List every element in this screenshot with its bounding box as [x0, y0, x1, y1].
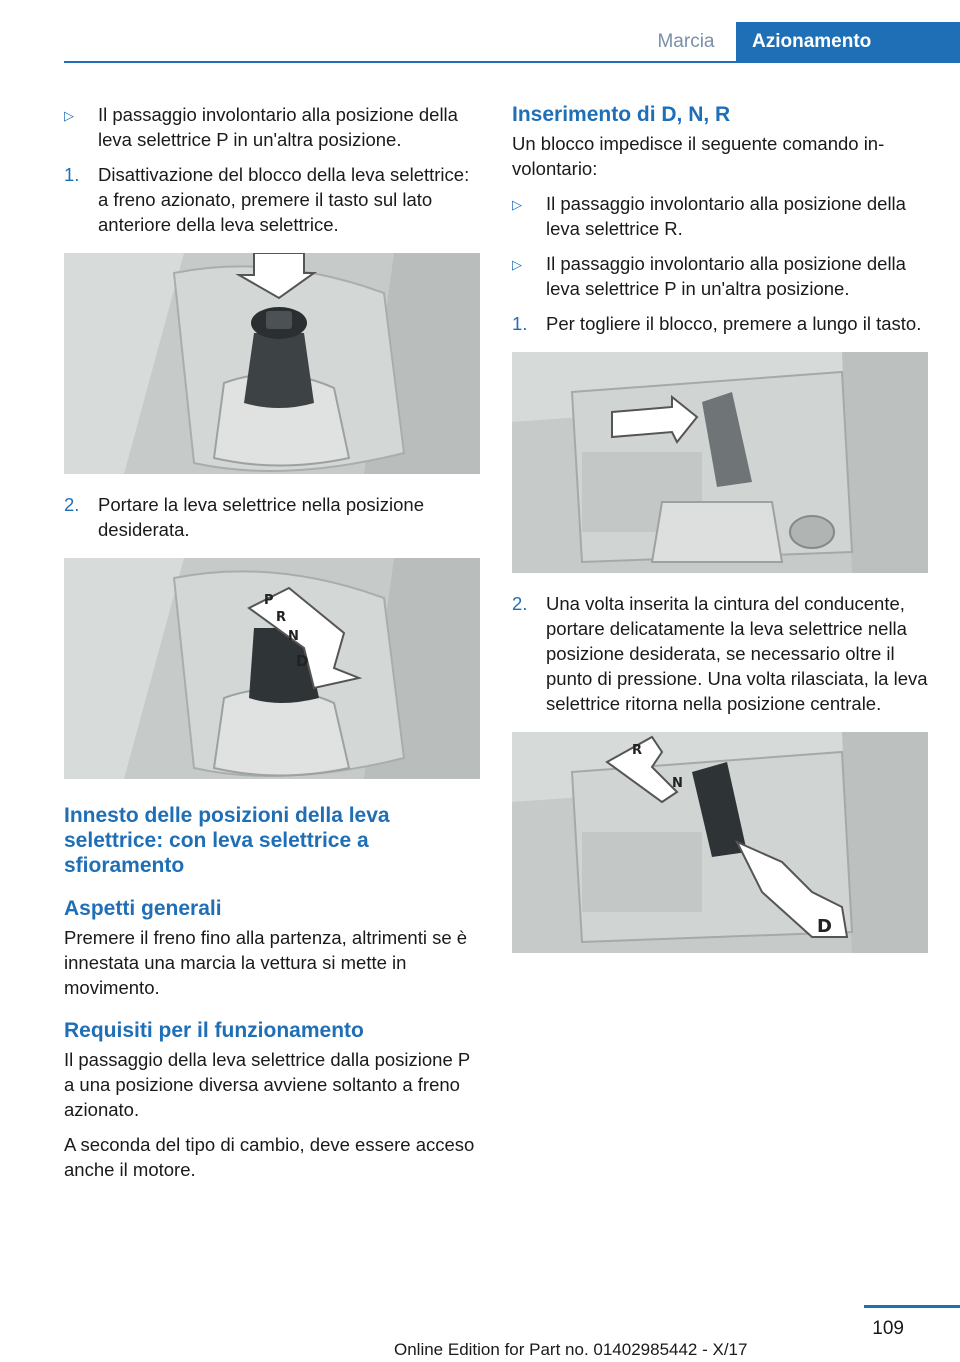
step-number: 1. — [64, 164, 80, 185]
triangle-bullet-icon: ▷ — [512, 197, 522, 212]
step-text: Disattivazione del blocco della leva selettrice: a freno azionato, premere il tasto sul lato anteriore della leva selettrice. — [98, 164, 470, 235]
header-chapter[interactable]: Azionamento — [736, 22, 960, 62]
section-heading: Innesto delle posizioni della leva selettrice: con leva selettrice a sfioramento — [64, 804, 390, 877]
footer-rule — [864, 1305, 960, 1308]
position-label-d: D — [817, 916, 832, 937]
lever-rnd-figure — [512, 732, 928, 953]
position-label-d: D — [296, 652, 309, 670]
step-text: Portare la leva selettrice nella posizione desiderata. — [98, 494, 424, 540]
step-item — [64, 162, 480, 237]
list-item — [512, 251, 928, 301]
triangle-bullet-icon: ▷ — [512, 257, 522, 272]
header-section[interactable]: Marcia — [657, 31, 715, 52]
step-number: 2. — [512, 593, 528, 614]
position-label-n: N — [288, 629, 299, 644]
paragraph: Un blocco impedisce il seguente comando involontario: — [512, 133, 885, 179]
step-item — [64, 492, 480, 542]
step-text: Una volta inserita la cintura del conducente, portare delicatamente la leva selettrice nella posizione desiderata, se necessario oltre il punto di pressione. Una volta rilasciata, la leva selettrice ritorna nella posizione centrale. — [546, 593, 928, 714]
paragraph: A seconda del tipo di cambio, deve essere acceso anche il motore. — [64, 1134, 475, 1180]
left-column — [64, 102, 480, 1192]
page-number: 109 — [872, 1318, 904, 1339]
paragraph: Premere il freno fino alla partenza, altrimenti se è innestata una marcia la vettura si mette in movimento. — [64, 927, 468, 998]
list-item — [512, 191, 928, 241]
step-number: 1. — [512, 313, 528, 334]
step-number: 2. — [64, 494, 80, 515]
section-heading: Inserimento di D, N, R — [512, 103, 731, 126]
triangle-bullet-icon: ▷ — [64, 108, 74, 123]
bullet-text: Il passaggio involontario alla posizione della leva selettrice R. — [546, 193, 906, 239]
list-item — [64, 102, 480, 152]
gear-lever-press-figure — [64, 253, 480, 474]
position-label-r: R — [632, 743, 643, 758]
step-item — [512, 311, 928, 336]
bullet-text: Il passaggio involontario alla posizione della leva selettrice P in un'altra posizione. — [546, 253, 906, 299]
position-label-n: N — [672, 776, 683, 791]
subsection-heading: Requisiti per il funzionamento — [64, 1019, 364, 1042]
position-label-r: R — [276, 610, 287, 625]
right-column — [512, 102, 928, 971]
gear-lever-positions-figure — [64, 558, 480, 779]
position-label-p: P — [264, 593, 274, 608]
subsection-heading: Aspetti generali — [64, 897, 222, 920]
bullet-text: Il passaggio involontario alla posizione della leva selettrice P in un'altra posizione. — [98, 104, 458, 150]
step-text: Per togliere il blocco, premere a lungo il tasto. — [546, 313, 922, 334]
footer-edition: Online Edition for Part no. 01402985442 - X/17 — [394, 1340, 748, 1359]
step-item — [512, 591, 928, 716]
paragraph: Il passaggio della leva selettrice dalla posizione P a una posizione diversa avviene soltanto a freno azionato. — [64, 1049, 470, 1120]
lever-button-figure — [512, 352, 928, 573]
